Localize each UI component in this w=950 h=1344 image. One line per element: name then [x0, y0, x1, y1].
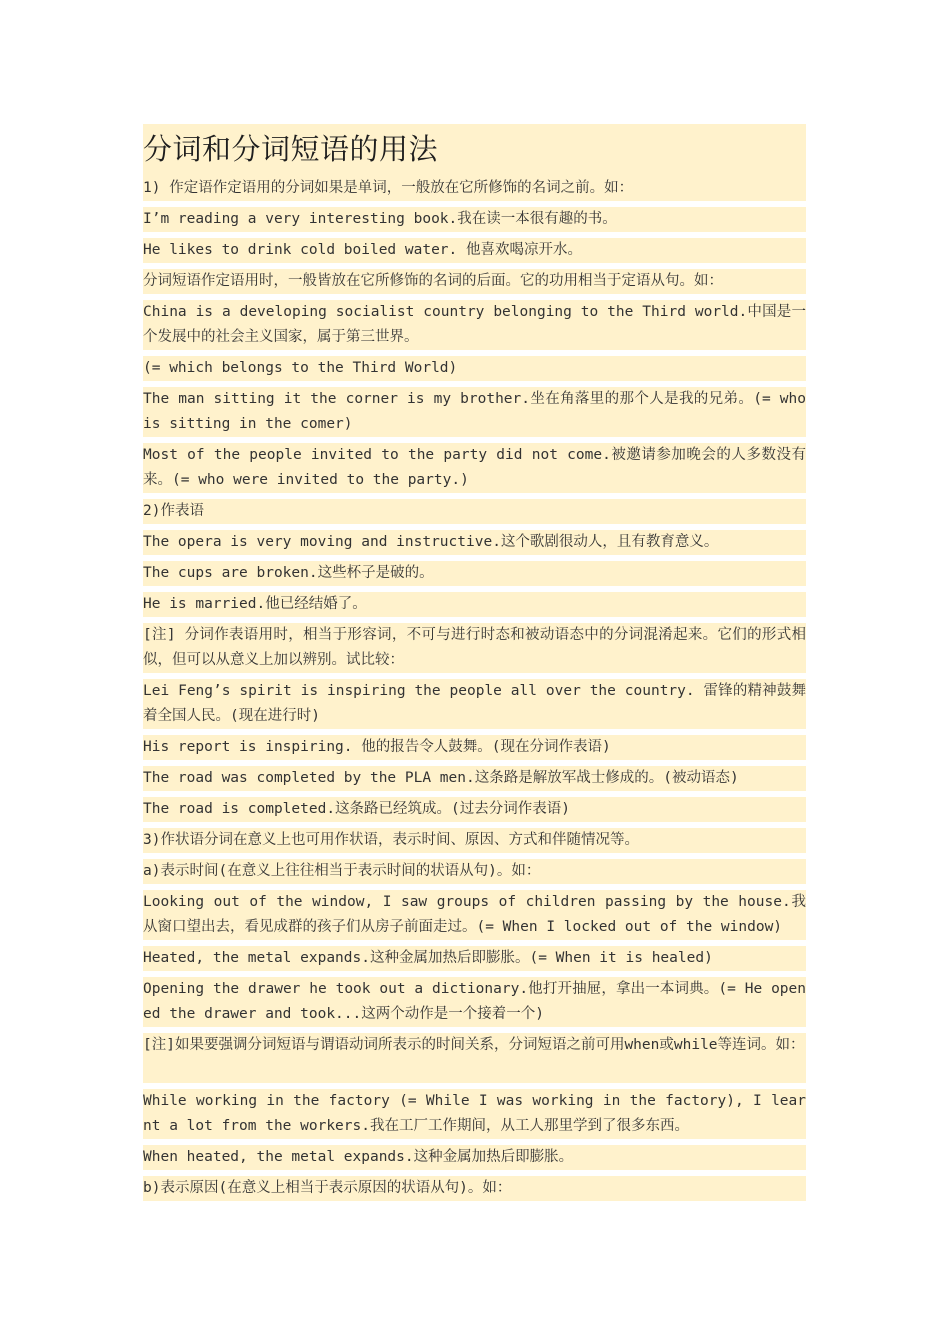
- paragraph: The cups are broken.这些杯子是破的。: [143, 561, 806, 586]
- paragraph: (= which belongs to the Third World): [143, 356, 806, 381]
- paragraph: Most of the people invited to the party did not come.被邀请参加晚会的人多数没有来。(= who were invited to the party.): [143, 443, 806, 493]
- sub-heading: b)表示原因(在意义上相当于表示原因的状语从句)。如：: [143, 1176, 806, 1201]
- paragraph: He likes to drink cold boiled water. 他喜欢喝凉开水。: [143, 238, 806, 263]
- document-body: [143, 124, 806, 1207]
- section-heading: 3)作状语分词在意义上也可用作状语，表示时间、原因、方式和伴随情况等。: [143, 828, 806, 853]
- note-paragraph: [注]如果要强调分词短语与谓语动词所表示的时间关系，分词短语之前可用when或while等连词。如：: [143, 1033, 806, 1083]
- paragraph: Heated, the metal expands.这种金属加热后即膨胀。(= When it is healed): [143, 946, 806, 971]
- paragraph: He is married.他已经结婚了。: [143, 592, 806, 617]
- paragraph: China is a developing socialist country belonging to the Third world.中国是一个发展中的社会主义国家，属于第三世界。: [143, 300, 806, 350]
- paragraph: The road is completed.这条路已经筑成。(过去分词作表语): [143, 797, 806, 822]
- section-heading: 2)作表语: [143, 499, 806, 524]
- document-title: 分词和分词短语的用法: [143, 124, 806, 176]
- paragraph: 分词短语作定语用时，一般皆放在它所修饰的名词的后面。它的功用相当于定语从句。如：: [143, 269, 806, 294]
- paragraph: 1) 作定语作定语用的分词如果是单词，一般放在它所修饰的名词之前。如：: [143, 176, 806, 201]
- paragraph: His report is inspiring. 他的报告令人鼓舞。(现在分词作表语): [143, 735, 806, 760]
- note-paragraph: [注] 分词作表语用时，相当于形容词，不可与进行时态和被动语态中的分词混淆起来。它们的形式相似，但可以从意义上加以辨别。试比较：: [143, 623, 806, 673]
- paragraph: Lei Feng’s spirit is inspiring the people all over the country. 雷锋的精神鼓舞着全国人民。(现在进行时): [143, 679, 806, 729]
- sub-heading: a)表示时间(在意义上往往相当于表示时间的状语从句)。如：: [143, 859, 806, 884]
- paragraph: When heated, the metal expands.这种金属加热后即膨胀。: [143, 1145, 806, 1170]
- paragraph: The man sitting it the corner is my brother.坐在角落里的那个人是我的兄弟。(= who is sitting in the comer): [143, 387, 806, 437]
- paragraph: The road was completed by the PLA men.这条路是解放军战士修成的。(被动语态): [143, 766, 806, 791]
- paragraph: The opera is very moving and instructive.这个歌剧很动人，且有教育意义。: [143, 530, 806, 555]
- paragraph: Opening the drawer he took out a dictionary.他打开抽屉，拿出一本词典。(= He opened the drawer and took...这两个动作是一个接着一个): [143, 977, 806, 1027]
- paragraph: Looking out of the window, I saw groups of children passing by the house.我从窗口望出去，看见成群的孩子们从房子前面走过。(= When I locked out of the window): [143, 890, 806, 940]
- paragraph: While working in the factory (= While I was working in the factory), I learnt a lot from the workers.我在工厂工作期间，从工人那里学到了很多东西。: [143, 1089, 806, 1139]
- paragraph: I’m reading a very interesting book.我在读一本很有趣的书。: [143, 207, 806, 232]
